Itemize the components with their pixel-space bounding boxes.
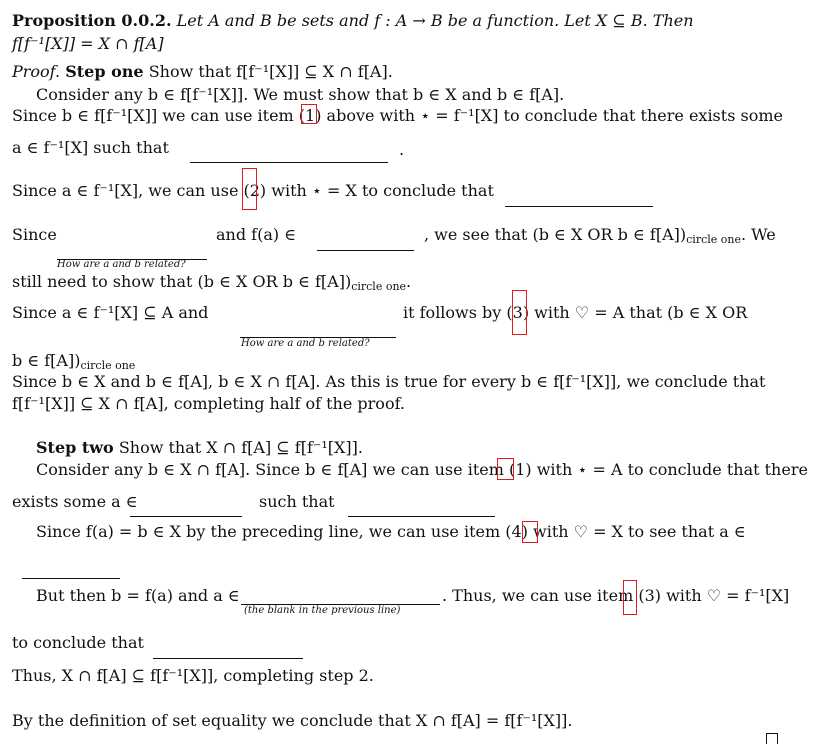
step-two-line5: to conclude that: [12, 633, 144, 652]
annotation-box: [623, 580, 637, 615]
step-one-heading: Step one: [65, 62, 144, 81]
step-two-line4-left: But then b = f(a) and a ∈: [36, 586, 240, 605]
line-text: ) with ♡ = X to see that a ∈: [521, 522, 746, 541]
annotation-box: [512, 290, 527, 335]
step-two-header: [36, 438, 363, 458]
hint-label: (the blank in the previous line): [244, 605, 401, 616]
step-one-line2: a ∈ f⁻¹[X] such that: [12, 138, 169, 157]
answer-blank[interactable]: [348, 516, 495, 517]
step-two-line2-right: such that: [259, 492, 335, 511]
line-text: ) above with ⋆ = f⁻¹[X] to conclude that there exists some: [315, 106, 783, 125]
proof-label: Proof.: [12, 62, 61, 81]
circle-one-label: circle one: [351, 280, 407, 293]
step-one-consider: Consider any b ∈ f[f⁻¹[X]]. We must show that b ∈ X and b ∈ f[A].: [36, 85, 565, 104]
step-two-heading: Step two: [36, 438, 114, 457]
line-text: . We: [740, 225, 776, 244]
step-one-line4-right: [424, 225, 776, 247]
item-number: 1: [515, 460, 526, 479]
line-text: , we see that (b ∈ X OR b ∈ f[A]): [424, 225, 687, 244]
step-one-title: Show that f[f⁻¹[X]] ⊆ X ∩ f[A].: [148, 62, 393, 81]
step-two-line2-left: exists some a ∈: [12, 492, 138, 511]
line-text: still need to show that (b ∈ X OR b ∈ f[A]): [12, 272, 352, 291]
line-text: Consider any b ∈ X ∩ f[A]. Since b ∈ f[A] we can use item (: [36, 460, 516, 479]
step-one-line5: [12, 272, 411, 294]
circle-one-label: circle one: [686, 233, 741, 246]
step-one-line7: [12, 351, 135, 373]
hint-label: How are a and b related?: [57, 259, 186, 270]
step-one-line6-right: [403, 303, 747, 323]
line-text: ) with ⋆ = X to conclude that: [259, 181, 494, 200]
line-text: ) with ♡ = A that (b ∈ X OR: [522, 303, 748, 322]
line-text: it follows by (: [403, 303, 513, 322]
step-one-line9: f[f⁻¹[X]] ⊆ X ∩ f[A], completing half of the proof.: [12, 394, 406, 413]
line-text: Since a ∈ f⁻¹[X], we can use (: [12, 181, 250, 200]
proposition-line: [12, 11, 694, 31]
answer-blank[interactable]: [130, 516, 242, 517]
step-two-line6: Thus, X ∩ f[A] ⊆ f[f⁻¹[X]], completing step 2.: [12, 666, 374, 685]
line-text: b ∈ f[A]): [12, 351, 81, 370]
item-number: 3: [512, 303, 523, 322]
line-text: ) with ⋆ = A to conclude that there: [525, 460, 808, 479]
item-number: 4: [511, 522, 522, 541]
answer-blank[interactable]: [317, 250, 414, 251]
step-one-line8: Since b ∈ X and b ∈ f[A], b ∈ X ∩ f[A]. As this is true for every b ∈ f[f⁻¹[X]], we conclude that: [12, 372, 766, 391]
proposition-label: Proposition 0.0.2.: [12, 11, 172, 30]
step-one-line6-left: Since a ∈ f⁻¹[X] ⊆ A and: [12, 303, 209, 322]
line-text: .: [406, 272, 412, 291]
period: .: [399, 140, 405, 159]
item-number: 3: [644, 586, 655, 605]
hint-label: How are a and b related?: [241, 338, 370, 349]
proposition-statement: Let A and B be sets and f : A → B be a function. Let X ⊆ B. Then: [176, 11, 694, 30]
annotation-box: [522, 521, 538, 543]
proposition-claim: f[f⁻¹[X]] = X ∩ f[A]: [12, 34, 164, 53]
step-two-title: Show that X ∩ f[A] ⊆ f[f⁻¹[X]].: [118, 438, 363, 457]
answer-blank[interactable]: [22, 578, 120, 579]
step-two-line1: [36, 460, 808, 480]
annotation-box: [301, 104, 317, 124]
step-one-line1: [12, 106, 783, 126]
answer-blank[interactable]: [153, 658, 303, 659]
annotation-box: [242, 168, 257, 210]
step-two-line4-right: [442, 586, 789, 606]
qed-icon: [766, 733, 778, 744]
answer-blank[interactable]: [505, 206, 653, 207]
annotation-box: [497, 458, 514, 480]
line-text: Since f(a) = b ∈ X by the preceding line, we can use item (: [36, 522, 512, 541]
circle-one-label: circle one: [80, 359, 136, 372]
step-one-line4-mid: and f(a) ∈: [216, 225, 297, 244]
step-one-header: [12, 62, 393, 82]
line-text: ) with ♡ = f⁻¹[X]: [654, 586, 790, 605]
line-text: . Thus, we can use item (: [442, 586, 645, 605]
answer-blank[interactable]: [190, 162, 388, 163]
line-text: Since b ∈ f[f⁻¹[X]] we can use item (: [12, 106, 306, 125]
conclusion: By the definition of set equality we conclude that X ∩ f[A] = f[f⁻¹[X]].: [12, 711, 573, 730]
item-number: 1: [305, 106, 316, 125]
step-two-line3: [36, 522, 746, 542]
item-number: 2: [249, 181, 260, 200]
step-one-line4-left: Since: [12, 225, 57, 244]
